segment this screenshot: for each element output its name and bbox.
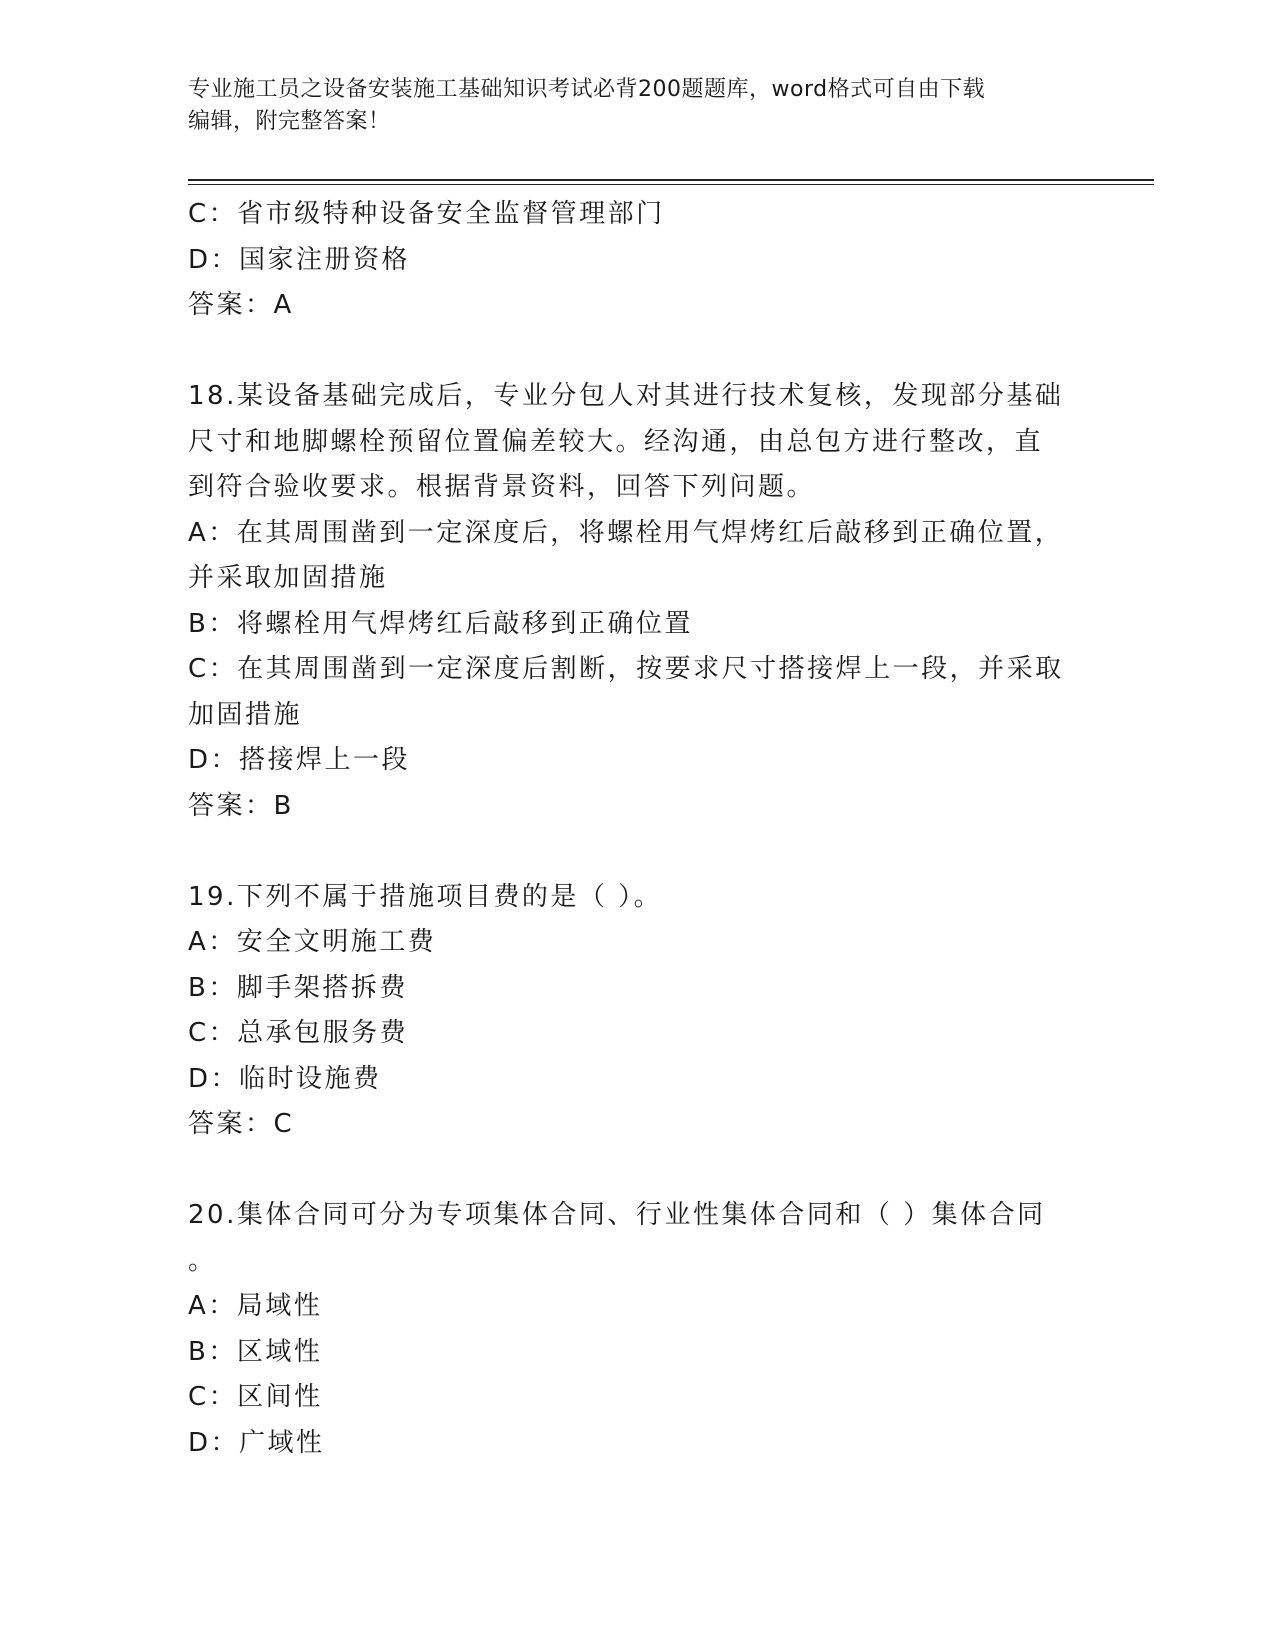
q20-option-a: A：局域性 — [188, 1291, 323, 1321]
q18-stem-line-1: 18.某设备基础完成后，专业分包人对其进行技术复核，发现部分基础 — [188, 381, 1064, 411]
q20-stem-line-2: 。 — [188, 1245, 217, 1276]
header-divider-thin — [188, 184, 1154, 185]
q17-answer: 答案：A — [188, 290, 294, 320]
q18-stem-line-2: 尺寸和地脚螺栓预留位置偏差较大。经沟通，由总包方进行整改，直 — [188, 426, 1044, 457]
q18-option-d: D：搭接焊上一段 — [188, 745, 411, 775]
q18-option-a-line-2: 并采取加固措施 — [188, 563, 388, 593]
q19-answer: 答案：C — [188, 1109, 295, 1139]
spacer — [188, 329, 1088, 375]
q18-option-b: B：将螺栓用气焊烤红后敲移到正确位置 — [188, 608, 693, 639]
header-line-1: 专业施工员之设备安装施工基础知识考试必背200题题库，word格式可自由下载 — [188, 77, 986, 102]
q17-option-d: D：国家注册资格 — [188, 244, 411, 275]
q19-option-b: B：脚手架搭拆费 — [188, 972, 408, 1003]
question-content — [188, 192, 1088, 1466]
header-divider-thick — [188, 179, 1154, 181]
q19-option-a: A：安全文明施工费 — [188, 927, 437, 957]
q17-option-c: C：省市级特种设备安全监督管理部门 — [188, 199, 665, 229]
q20-option-d: D：广域性 — [188, 1427, 325, 1458]
q19-stem: 19.下列不属于措施项目费的是（ ）。 — [188, 881, 663, 912]
document-header — [188, 74, 1068, 138]
spacer — [188, 1148, 1088, 1194]
header-line-2: 编辑，附完整答案！ — [188, 109, 391, 134]
q19-option-c: C：总承包服务费 — [188, 1018, 409, 1048]
q20-option-c: C：区间性 — [188, 1382, 323, 1412]
q18-option-c-line-2: 加固措施 — [188, 699, 303, 730]
q20-option-b: B：区域性 — [188, 1336, 323, 1367]
q19-option-d: D：临时设施费 — [188, 1063, 382, 1094]
q18-option-a-line-1: A：在其周围凿到一定深度后，将螺栓用气焊烤红后敲移到正确位置， — [188, 517, 1064, 548]
q20-stem-line-1: 20.集体合同可分为专项集体合同、行业性集体合同和（ ）集体合同 — [188, 1200, 1046, 1230]
q18-stem-line-3: 到符合验收要求。根据背景资料，回答下列问题。 — [188, 472, 816, 502]
q18-option-c-line-1: C：在其周围凿到一定深度后割断，按要求尺寸搭接焊上一段，并采取 — [188, 654, 1064, 684]
q18-answer: 答案：B — [188, 790, 294, 821]
spacer — [188, 829, 1088, 875]
